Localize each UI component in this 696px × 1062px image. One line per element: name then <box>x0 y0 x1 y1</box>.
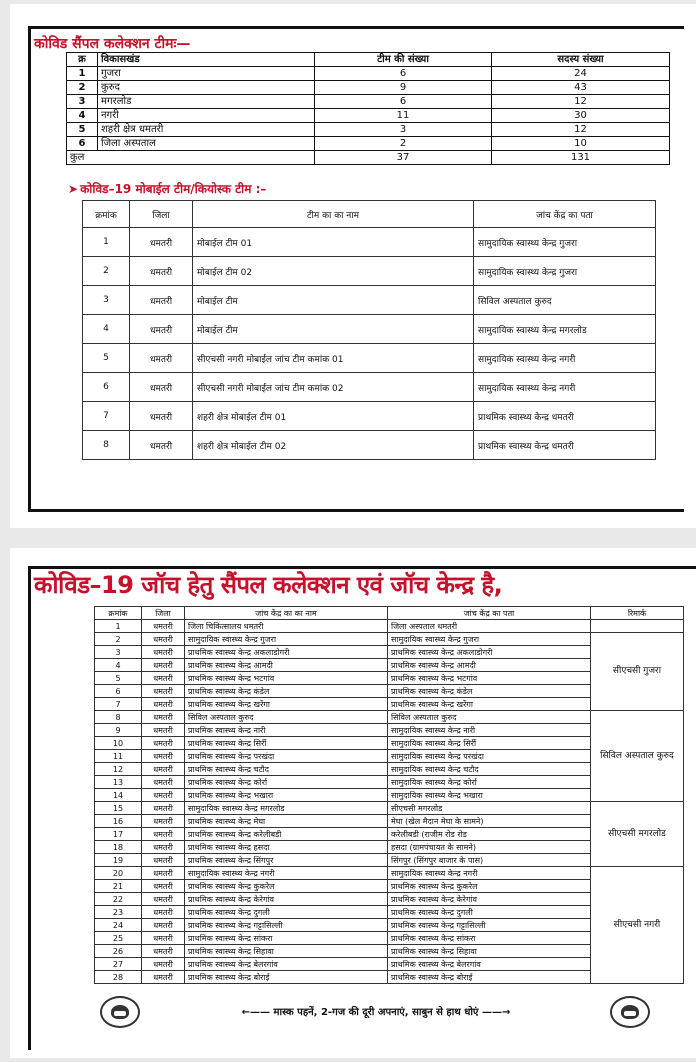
team-name: मोबाईल टीम 01 <box>193 228 474 257</box>
team-name: मोबाईल टीम <box>193 315 474 344</box>
table-row <box>83 257 656 286</box>
column-header: जिला <box>130 201 193 228</box>
center-address: सामुदायिक स्वास्थ्य केन्द्र चटौद <box>388 763 591 776</box>
table-header-row <box>67 53 670 67</box>
center-address: सामुदायिक स्वास्थ्य केन्द्र नगरी <box>388 867 591 880</box>
center-address: सामुदायिक स्वास्थ्य केन्द्र परखंदा <box>388 750 591 763</box>
center-name: सामुदायिक स्वास्थ्य केन्द्र मगरलोड <box>185 802 388 815</box>
center-name: सिविल अस्पताल कुरुद <box>185 711 388 724</box>
district: धमतरी <box>130 373 193 402</box>
center-address: प्राथमिक स्वास्थ्य केन्द्र धमतरी <box>474 431 656 460</box>
team-count: 6 <box>315 95 492 109</box>
serial-number: 17 <box>95 828 142 841</box>
district: धमतरी <box>142 945 185 958</box>
center-name: प्राथमिक स्वास्थ्य केन्द्र चटौद <box>185 763 388 776</box>
serial-number: 6 <box>83 373 130 402</box>
center-address: प्राथमिक स्वास्थ्य केन्द्र केरेगांव <box>388 893 591 906</box>
center-address: सामुदायिक स्वास्थ्य केन्द्र नगरी <box>474 373 656 402</box>
center-name: प्राथमिक स्वास्थ्य केन्द्र खरेंगा <box>185 698 388 711</box>
table-row <box>67 137 670 151</box>
serial-number: 25 <box>95 932 142 945</box>
center-name: प्राथमिक स्वास्थ्य केन्द्र भटगांव <box>185 672 388 685</box>
district: धमतरी <box>130 402 193 431</box>
center-address: प्राथमिक स्वास्थ्य केन्द्र सांकरा <box>388 932 591 945</box>
block-name: कुरुद <box>98 81 315 95</box>
remark: सीएचसी मगरलोड <box>591 802 684 867</box>
center-name: सामुदायिक स्वास्थ्य केन्द्र गुजरा <box>185 633 388 646</box>
table-header-row <box>83 201 656 228</box>
center-address: सिंगपुर (सिंगपुर बाजार के पास) <box>388 854 591 867</box>
team-name: सीएचसी नगरी मोबाईल जांच टीम कमांक 02 <box>193 373 474 402</box>
member-count: 43 <box>492 81 670 95</box>
serial-number: 2 <box>67 81 98 95</box>
center-address: सीएचसी मगरलोड <box>388 802 591 815</box>
center-name: जिला चिकित्सालय धमतरी <box>185 620 388 633</box>
serial-number: 23 <box>95 906 142 919</box>
serial-number: 5 <box>83 344 130 373</box>
table-row <box>67 81 670 95</box>
district: धमतरी <box>142 685 185 698</box>
center-address: सामुदायिक स्वास्थ्य केन्द्र सिर्री <box>388 737 591 750</box>
arrow-icon: ➤ <box>68 182 79 196</box>
testing-centers-table <box>94 606 684 984</box>
serial-number: 21 <box>95 880 142 893</box>
column-header: रिमार्क <box>591 607 684 620</box>
serial-number: 4 <box>95 659 142 672</box>
center-address: प्राथमिक स्वास्थ्य केन्द्र कुकरेल <box>388 880 591 893</box>
district: धमतरी <box>142 737 185 750</box>
serial-number: 5 <box>67 123 98 137</box>
serial-number: 3 <box>83 286 130 315</box>
district: धमतरी <box>142 854 185 867</box>
serial-number: 15 <box>95 802 142 815</box>
center-name: प्राथमिक स्वास्थ्य केन्द्र अकलाडोगरी <box>185 646 388 659</box>
center-address: सिविल अस्पताल कुरुद <box>388 711 591 724</box>
block-name: जिला अस्पताल <box>98 137 315 151</box>
district: धमतरी <box>130 431 193 460</box>
team-name: शहरी क्षेत्र मोबाईल टीम 02 <box>193 431 474 460</box>
serial-number: 11 <box>95 750 142 763</box>
serial-number: 1 <box>95 620 142 633</box>
district: धमतरी <box>142 646 185 659</box>
page-sheet-2 <box>10 548 696 1058</box>
serial-number: 7 <box>83 402 130 431</box>
center-name: प्राथमिक स्वास्थ्य केन्द्र आमदी <box>185 659 388 672</box>
district: धमतरी <box>142 776 185 789</box>
center-address: प्राथमिक स्वास्थ्य केन्द्र बोराई <box>388 971 591 984</box>
team-name: मोबाईल टीम 02 <box>193 257 474 286</box>
sample-collection-title: कोविड सैंपल कलेक्शन टीमः— <box>34 36 191 52</box>
district: धमतरी <box>142 763 185 776</box>
center-name: प्राथमिक स्वास्थ्य केन्द्र बेलरगांव <box>185 958 388 971</box>
center-address: प्राथमिक स्वास्थ्य केन्द्र बेलरगांव <box>388 958 591 971</box>
column-header: विकासखंड <box>98 53 315 67</box>
center-address: प्राथमिक स्वास्थ्य केन्द्र अकलाडोगरी <box>388 646 591 659</box>
column-header: जिला <box>142 607 185 620</box>
serial-number: 16 <box>95 815 142 828</box>
district: धमतरी <box>142 971 185 984</box>
column-header: जांच केंद्र का पता <box>474 201 656 228</box>
serial-number: 22 <box>95 893 142 906</box>
center-name: प्राथमिक स्वास्थ्य केन्द्र सिहावा <box>185 945 388 958</box>
safety-message-text: मास्क पहनें, 2-गज की दूरी अपनाएं, साबुन से हाथ धोएं <box>273 1007 479 1018</box>
serial-number: 4 <box>67 109 98 123</box>
district: धमतरी <box>130 315 193 344</box>
center-name: प्राथमिक स्वास्थ्य केन्द्र दुगली <box>185 906 388 919</box>
table-row <box>95 633 684 646</box>
serial-number: 5 <box>95 672 142 685</box>
district: धमतरी <box>142 919 185 932</box>
member-count: 12 <box>492 95 670 109</box>
table-row <box>83 315 656 344</box>
district: धमतरी <box>142 672 185 685</box>
table-row <box>67 109 670 123</box>
center-address: सामुदायिक स्वास्थ्य केन्द्र नगरी <box>474 344 656 373</box>
center-address: सामुदायिक स्वास्थ्य केन्द्र मगरलोड <box>474 315 656 344</box>
center-address: प्राथमिक स्वास्थ्य केन्द्र दुगली <box>388 906 591 919</box>
team-count: 11 <box>315 109 492 123</box>
remark-empty <box>591 620 684 633</box>
member-count: 24 <box>492 67 670 81</box>
serial-number: 19 <box>95 854 142 867</box>
center-address: प्राथमिक स्वास्थ्य केन्द्र आमदी <box>388 659 591 672</box>
table-row <box>83 402 656 431</box>
center-name: प्राथमिक स्वास्थ्य केन्द्र कुकरेल <box>185 880 388 893</box>
total-label: कुल <box>67 151 315 165</box>
center-address: हसदा (ग्रामपंचायत के सामने) <box>388 841 591 854</box>
center-name: सामुदायिक स्वास्थ्य केन्द्र नगरी <box>185 867 388 880</box>
center-address: प्राथमिक स्वास्थ्य केन्द्र कंडेल <box>388 685 591 698</box>
block-name: नगरी <box>98 109 315 123</box>
district: धमतरी <box>142 906 185 919</box>
serial-number: 27 <box>95 958 142 971</box>
column-header: टीम का का नाम <box>193 201 474 228</box>
serial-number: 24 <box>95 919 142 932</box>
serial-number: 2 <box>95 633 142 646</box>
center-name: प्राथमिक स्वास्थ्य केन्द्र केरेगांव <box>185 893 388 906</box>
table-header-row <box>95 607 684 620</box>
mobile-team-table <box>82 200 656 460</box>
district: धमतरी <box>142 815 185 828</box>
center-address: सामुदायिक स्वास्थ्य केन्द्र भखारा <box>388 789 591 802</box>
serial-number: 6 <box>95 685 142 698</box>
block-name: मगरलोड <box>98 95 315 109</box>
mask-icon <box>610 996 650 1028</box>
serial-number: 8 <box>95 711 142 724</box>
team-count: 6 <box>315 67 492 81</box>
table-row <box>95 620 684 633</box>
district: धमतरी <box>142 724 185 737</box>
table-row <box>83 344 656 373</box>
table-row <box>83 286 656 315</box>
team-count: 3 <box>315 123 492 137</box>
mask-icon <box>100 996 140 1028</box>
serial-number: 4 <box>83 315 130 344</box>
member-count: 12 <box>492 123 670 137</box>
district: धमतरी <box>142 789 185 802</box>
table-row <box>83 373 656 402</box>
remark: सिविल अस्पताल कुरुद <box>591 711 684 802</box>
table-row <box>95 802 684 815</box>
district: धमतरी <box>142 893 185 906</box>
center-address: प्राथमिक स्वास्थ्य केन्द्र भटगांव <box>388 672 591 685</box>
district: धमतरी <box>142 633 185 646</box>
center-address: सामुदायिक स्वास्थ्य केन्द्र गुजरा <box>474 228 656 257</box>
district: धमतरी <box>142 698 185 711</box>
member-count: 30 <box>492 109 670 123</box>
serial-number: 7 <box>95 698 142 711</box>
serial-number: 18 <box>95 841 142 854</box>
district: धमतरी <box>142 958 185 971</box>
column-header: क्र <box>67 53 98 67</box>
column-header: सदस्य संख्या <box>492 53 670 67</box>
column-header: क्रमांक <box>95 607 142 620</box>
center-address: प्राथमिक स्वास्थ्य केन्द्र खरेंगा <box>388 698 591 711</box>
total-row <box>67 151 670 165</box>
center-address: प्राथमिक स्वास्थ्य केन्द्र सिहावा <box>388 945 591 958</box>
center-address: मेघा (खेल मैदान मेघा के सामने) <box>388 815 591 828</box>
center-name: प्राथमिक स्वास्थ्य केन्द्र गट्टासिल्ली <box>185 919 388 932</box>
member-count: 10 <box>492 137 670 151</box>
center-name: प्राथमिक स्वास्थ्य केन्द्र नारी <box>185 724 388 737</box>
district: धमतरी <box>142 750 185 763</box>
district: धमतरी <box>142 620 185 633</box>
district: धमतरी <box>142 880 185 893</box>
total-members: 131 <box>492 151 670 165</box>
column-header: टीम की संख्या <box>315 53 492 67</box>
center-name: प्राथमिक स्वास्थ्य केन्द्र भखारा <box>185 789 388 802</box>
center-name: प्राथमिक स्वास्थ्य केन्द्र कोर्रा <box>185 776 388 789</box>
table-row <box>67 67 670 81</box>
serial-number: 3 <box>67 95 98 109</box>
center-address: प्राथमिक स्वास्थ्य केन्द्र गट्टासिल्ली <box>388 919 591 932</box>
team-name: शहरी क्षेत्र मोबाईल टीम 01 <box>193 402 474 431</box>
district: धमतरी <box>130 286 193 315</box>
team-name: मोबाईल टीम <box>193 286 474 315</box>
center-address: सामुदायिक स्वास्थ्य केन्द्र गुजरा <box>388 633 591 646</box>
mobile-team-title <box>68 180 266 197</box>
center-name: प्राथमिक स्वास्थ्य केन्द्र बोराई <box>185 971 388 984</box>
center-name: प्राथमिक स्वास्थ्य केन्द्र सांकरा <box>185 932 388 945</box>
page-sheet-1 <box>10 4 696 528</box>
remark: सीएचसी गुजरा <box>591 633 684 711</box>
team-count: 9 <box>315 81 492 95</box>
serial-number: 8 <box>83 431 130 460</box>
district: धमतरी <box>130 344 193 373</box>
center-name: प्राथमिक स्वास्थ्य केन्द्र हसदा <box>185 841 388 854</box>
district: धमतरी <box>142 867 185 880</box>
safety-footer <box>100 994 670 1034</box>
mobile-team-title-text: कोविड–19 मोबाईल टीम/कियोस्क टीम :– <box>80 182 267 196</box>
center-name: प्राथमिक स्वास्थ्य केन्द्र मेघा <box>185 815 388 828</box>
center-name: प्राथमिक स्वास्थ्य केन्द्र सिंगपुर <box>185 854 388 867</box>
serial-number: 26 <box>95 945 142 958</box>
district: धमतरी <box>142 841 185 854</box>
center-name: प्राथमिक स्वास्थ्य केन्द्र करेलीबडी <box>185 828 388 841</box>
serial-number: 1 <box>83 228 130 257</box>
table-row <box>95 711 684 724</box>
center-address: जिला अस्पताल धमतरी <box>388 620 591 633</box>
serial-number: 1 <box>67 67 98 81</box>
serial-number: 2 <box>83 257 130 286</box>
column-header: क्रमांक <box>83 201 130 228</box>
district: धमतरी <box>142 659 185 672</box>
testing-centers-title: कोविड–19 जॉच हेतु सैंपल कलेक्शन एवं जॉच केन्द्र है, <box>34 571 503 599</box>
serial-number: 6 <box>67 137 98 151</box>
district: धमतरी <box>130 257 193 286</box>
table-row <box>67 123 670 137</box>
table-row <box>83 228 656 257</box>
column-header: जांच केंद्र का पता <box>388 607 591 620</box>
remark: सीएचसी नगरी <box>591 867 684 984</box>
serial-number: 12 <box>95 763 142 776</box>
district: धमतरी <box>142 828 185 841</box>
serial-number: 13 <box>95 776 142 789</box>
serial-number: 28 <box>95 971 142 984</box>
serial-number: 14 <box>95 789 142 802</box>
serial-number: 9 <box>95 724 142 737</box>
center-address: सामुदायिक स्वास्थ्य केन्द्र नारी <box>388 724 591 737</box>
safety-message: ←—— मास्क पहनें, 2-गज की दूरी अपनाएं, साबुन से हाथ धोएं ——→ <box>241 1007 511 1018</box>
center-name: प्राथमिक स्वास्थ्य केन्द्र कंडेल <box>185 685 388 698</box>
total-teams: 37 <box>315 151 492 165</box>
serial-number: 3 <box>95 646 142 659</box>
block-name: गुजरा <box>98 67 315 81</box>
center-address: प्राथमिक स्वास्थ्य केन्द्र धमतरी <box>474 402 656 431</box>
table-row <box>67 95 670 109</box>
column-header: जांच केंद्र का का नाम <box>185 607 388 620</box>
team-name: सीएचसी नगरी मोबाईल जांच टीम कमांक 01 <box>193 344 474 373</box>
center-name: प्राथमिक स्वास्थ्य केन्द्र सिर्री <box>185 737 388 750</box>
district: धमतरी <box>130 228 193 257</box>
table-row <box>95 867 684 880</box>
district: धमतरी <box>142 802 185 815</box>
center-address: करेलीबडी (राजीम रोड रोड <box>388 828 591 841</box>
block-name: शहरी क्षेत्र धमतरी <box>98 123 315 137</box>
center-address: सामुदायिक स्वास्थ्य केन्द्र गुजरा <box>474 257 656 286</box>
center-address: सामुदायिक स्वास्थ्य केन्द्र कोर्रा <box>388 776 591 789</box>
sample-collection-team-table <box>66 52 670 165</box>
district: धमतरी <box>142 932 185 945</box>
district: धमतरी <box>142 711 185 724</box>
center-name: प्राथमिक स्वास्थ्य केन्द्र परखंदा <box>185 750 388 763</box>
center-address: सिविल अस्पताल कुरुद <box>474 286 656 315</box>
table-row <box>83 431 656 460</box>
serial-number: 20 <box>95 867 142 880</box>
serial-number: 10 <box>95 737 142 750</box>
team-count: 2 <box>315 137 492 151</box>
